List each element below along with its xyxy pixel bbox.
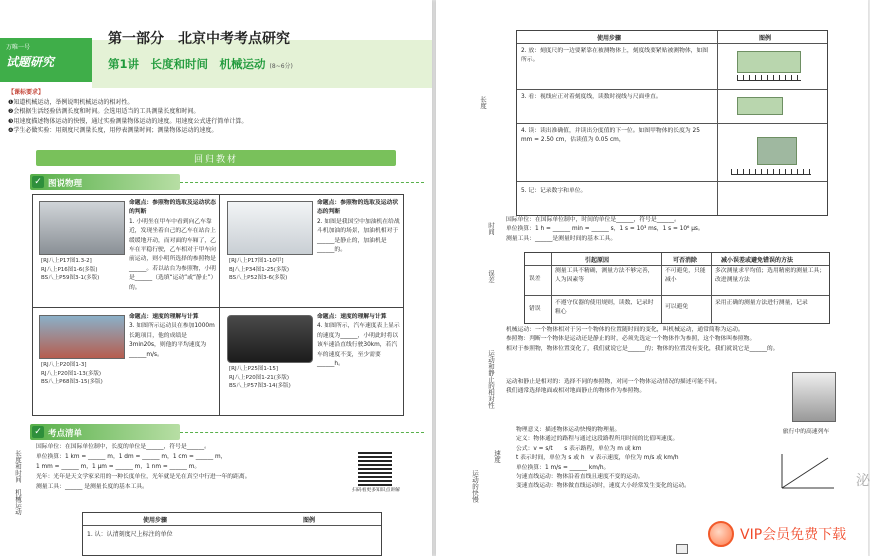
speedometer-image <box>227 315 313 363</box>
question-cell <box>317 313 401 411</box>
banner-label: 回归教材 <box>193 155 238 165</box>
figure-caption: [RJ八上P20图1-3] RJ八上P20图1-13(多版) BS八上P68图3-15(多版) <box>41 362 103 385</box>
figure-caption: [RJ八上P17图1.3-2] RJ八上P16图1-6(多版) BS八上P59图3-1(多版) <box>41 258 100 281</box>
motion-block <box>506 378 776 397</box>
table-cell: 3. 看：视线应正对着刻度线，读数时视线与尺面垂直。 <box>521 94 662 100</box>
checklist-line: 国际单位：在国际单位制中，长度的单位是______，符号是______。 <box>36 444 210 450</box>
usage-table <box>82 512 382 556</box>
side-label: 长度 <box>479 96 487 109</box>
brand-logo <box>0 38 92 82</box>
question-topic: 命题点：参照物的选取及运动状态的判断 <box>317 200 399 216</box>
question-topic: 命题点：速度的理解与计算 <box>317 314 387 320</box>
side-chapter-label: 长度和时间 机械运动 <box>14 450 22 515</box>
question-text: 2. 如图是我国空中加油机在给战斗机加油的场景，加油机相对于______是静止的，加油机是______的。 <box>317 218 400 254</box>
figure-caption: 旅行中的高速列车 <box>782 429 830 435</box>
grid-divider <box>219 195 220 415</box>
table-header: 减小误差或避免错误的方法 <box>721 257 794 264</box>
checkmark-icon: ✓ <box>32 426 44 438</box>
checkmark-icon: ✓ <box>32 176 44 188</box>
table-line <box>517 181 827 182</box>
part-title: 第一部分 北京中考考点研究 <box>108 31 290 47</box>
section-divider <box>180 432 424 433</box>
motion-line: 机械运动：一个物体相对于另一个物体的位置随时间的变化，叫机械运动，通常简称为运动。 <box>506 327 744 333</box>
train-photo <box>792 372 836 422</box>
left-page <box>0 0 432 556</box>
vip-mascot-icon <box>708 521 734 547</box>
lecture-title <box>108 56 293 72</box>
question-text: 1. 小明坐在甲车中看到向乙车靠近，发现坐着自己的乙车在站台上缓缓地开动，而对面的车厢了，乙车在平稳行驶，乙车相对于甲车向前运动，则小明所选择的参照物是______。若以站台为参照物，小明是______（选填“运动”或“静止”）的。 <box>129 218 217 291</box>
table-line <box>551 253 552 323</box>
requirements-title: 【课标要求】 <box>8 89 45 96</box>
aircraft-refueling-image <box>227 201 313 255</box>
figure-caption: [RJ八上P17图1-10甲] BJ八上P34图1-25(多版) BS八上P52图3-6(多版) <box>229 258 289 281</box>
vip-download-button[interactable] <box>700 516 864 552</box>
grid-divider <box>33 307 403 308</box>
time-line: 国际单位：在国际单位制中，时间的单位是______，符号是______。 <box>506 217 680 223</box>
side-label: 运动和静止的相对性 <box>487 350 495 409</box>
page-icon <box>676 544 688 554</box>
table-cell: 可以避免 <box>665 304 689 310</box>
lecture-title-text: 第1讲 长度和时间 机械运动 <box>108 57 266 71</box>
section-title: 考点清单 <box>48 429 83 439</box>
section-header-checklist <box>0 424 432 440</box>
table-line <box>517 123 827 124</box>
ruler-usage-table <box>516 30 828 216</box>
error-table <box>524 252 830 324</box>
table-cell: 多次测量求平均值；选用精密的测量工具；改进测量方法 <box>715 268 826 284</box>
section-header-figures <box>0 174 432 190</box>
ruler-figure <box>737 51 801 73</box>
speed-line: 定义：物体通过的路程与通过这段路程所用时间的比值叫速度。 <box>516 436 679 443</box>
speed-line: 匀速直线运动：物体沿着直线且速度不变的运动。 <box>516 474 644 481</box>
checklist-line: 1 mm = ______ m，1 μm = ______ m，1 nm = ______ m。 <box>36 464 201 470</box>
side-label: 运动的快慢 <box>471 470 479 503</box>
lecture-tag: (8~6分) <box>269 63 293 70</box>
brand-main-text: 试题研究 <box>6 55 55 69</box>
figure-grid <box>32 194 404 416</box>
question-cell <box>129 199 217 303</box>
time-line: 测量工具：______是测量时间的基本工具。 <box>506 235 617 242</box>
table-cell: 采用正确的测量方法进行测量，记录 <box>715 300 808 306</box>
table-line <box>517 89 827 90</box>
checklist-line: 光年：光年是天文学家采用的一种长度单位，光年就是光在真空中行进一年的距离。 <box>36 474 251 480</box>
table-header: 图例 <box>303 517 316 524</box>
speed-line: 单位换算：1 m/s = ______ km/h。 <box>516 464 610 471</box>
table-cell: 5. 记：记录数字和单位。 <box>521 188 587 194</box>
side-label: 速度 <box>493 450 501 463</box>
graph-line <box>782 458 828 488</box>
speed-graph <box>776 452 836 492</box>
question-topic: 命题点：参照物的选取及运动状态的判断 <box>129 200 216 216</box>
vip-label: VIP会员免费下载 <box>740 527 847 543</box>
time-line: 单位换算：1 h = ______ min = ______ s，1 s = 10³ ms，1 s = 10⁶ μs。 <box>506 226 704 233</box>
requirement-item: ❸用速度描述物体运动的快慢，通过实验测量物体运动的速度。用速度公式进行简单计算。 <box>8 117 248 125</box>
question-text: 4. 如图所示，汽车速度表上显示的速度为______，小明此时将以该车速沿直线行驶30km，若汽车的速度不变，至少需要______h。 <box>317 323 400 368</box>
question-cell <box>129 313 217 411</box>
table-line <box>661 253 662 323</box>
motion-block <box>506 326 836 354</box>
page-header <box>0 16 432 86</box>
ruler-scale <box>731 169 811 175</box>
speed-line: 变速直线运动：物体做直线运动时，速度大小经常发生变化的运动。 <box>516 483 690 490</box>
table-cell: 不遵守仪器的使用规则，读数、记录时粗心 <box>555 300 654 316</box>
motion-line: 运动和静止是相对的：选择不同的参照物，对同一个物体运动情况的描述可能不同。 <box>506 379 721 385</box>
table-cell: 错误 <box>529 306 541 312</box>
table-line <box>525 295 829 296</box>
ruler-figure <box>757 137 797 165</box>
margin-character: 泌 <box>856 473 870 489</box>
table-header: 引起原因 <box>585 257 610 264</box>
question-topic: 命题点：速度的理解与计算 <box>129 314 199 320</box>
table-cell: 1. 认：认清刻度尺上标注的单位 <box>87 531 173 538</box>
table-header: 使用步骤 <box>597 35 622 42</box>
table-line <box>525 265 829 266</box>
train-interior-image <box>39 201 125 255</box>
side-label: 误差 <box>487 270 495 283</box>
motion-line: 我们通常选择地面或相对地面静止的物体作为参照物。 <box>506 388 646 395</box>
checklist-line: 单位换算：1 km = ______ m，1 dm = ______ m，1 cm = ______ m， <box>36 454 227 460</box>
qr-code <box>358 452 392 486</box>
ruler-figure <box>737 97 783 115</box>
table-line <box>711 253 712 323</box>
requirement-item: ❶知道机械运动，举例说明机械运动的相对性。 <box>8 98 134 106</box>
table-cell: 测量工具不精确，测量方法不够完善，人为因素等 <box>555 268 654 284</box>
section-banner <box>36 150 396 166</box>
question-text: 3. 如图所示运动员在参加1000m长跑项目，他的成绩是3min20s，则他的平均速度为______m/s。 <box>129 323 215 358</box>
table-cell: 误差 <box>529 276 541 282</box>
requirements-block <box>8 88 422 136</box>
qr-caption: 扫码看更多知识点讲解 <box>352 488 400 493</box>
table-line <box>83 525 381 526</box>
motion-line: 相对于参照物，物体位置变化了，我们就说它是______的；物体的位置没有变化，我们就说它是______的。 <box>506 345 779 352</box>
table-line <box>517 43 827 44</box>
speed-line: 公式：v = s/t s 表示路程，单位为 m 或 km <box>516 445 642 452</box>
speed-line: 物理意义：描述物体运动快慢的物理量。 <box>516 427 621 433</box>
ruler-scale <box>737 75 801 81</box>
table-header: 可否消除 <box>673 257 698 264</box>
requirement-item: ❹学生必做实验：用刻度尺测量长度，用停表测量时间；测量物体运动的速度。 <box>8 127 218 134</box>
table-cell: 4. 读：读出准确值，并读出分度值的下一位。如图甲物体的长度为 25 mm = 2.50 cm，估读值为 0.05 cm， <box>521 128 700 144</box>
section-divider <box>180 182 424 183</box>
right-page <box>436 0 868 556</box>
table-header: 图例 <box>759 35 772 42</box>
runners-image <box>39 315 125 359</box>
table-cell: 不可避免，只能减小 <box>665 268 706 284</box>
motion-line: 参照物：判断一个物体是运动还是静止的时，必须先选定一个物体作为参照，这个物体叫参照物。 <box>506 336 756 343</box>
section-title: 图说物理 <box>48 179 83 189</box>
figure-caption: [RJ八上P25图1-15] RJ八上P20图1-21(多版) BS八上P57图3-14(多版) <box>229 366 291 389</box>
checklist-line: 测量工具：______ 是测量长度的基本工具。 <box>36 484 148 490</box>
brand-top-text: 万唯一号 <box>6 44 31 51</box>
side-label: 时间 <box>487 222 495 235</box>
time-block <box>506 216 836 244</box>
table-header: 使用步骤 <box>143 517 168 524</box>
requirement-item: ❷会根据生活经验估测长度和时间。会选用适当的工具测量长度和时间。 <box>8 108 200 115</box>
question-cell <box>317 199 401 303</box>
speed-block <box>516 426 768 492</box>
speed-line: t 表示时间，单位为 s 或 h v 表示速度，单位为 m/s 或 km/h <box>516 455 679 462</box>
table-cell: 2. 放：刻度尺的一边要紧靠在被测物体上，刻度线要紧贴被测物体，如图所示。 <box>521 48 709 64</box>
